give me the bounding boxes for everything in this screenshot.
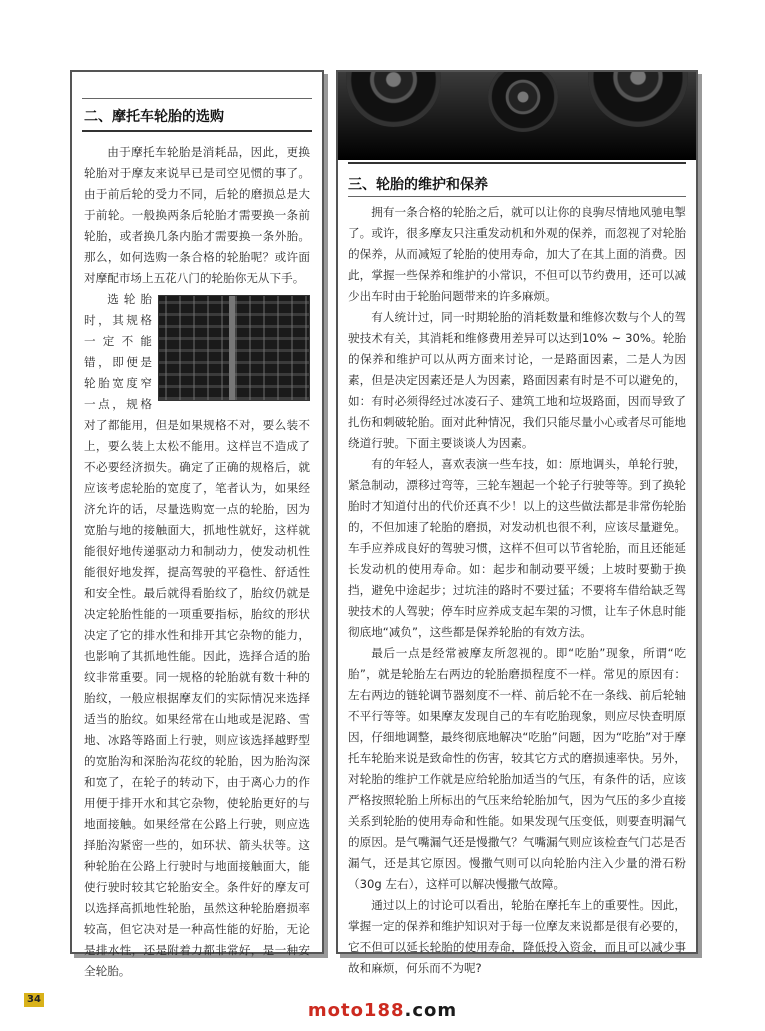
paragraph: 通过以上的讨论可以看出，轮胎在摩托车上的重要性。因此，掌握一定的保养和维护知识对于每一位摩友来说都是很有必要的，它不但可以延长轮胎的使用寿命，降低投入资金，而且可以减少事故和麻烦，何乐而不为呢? [348, 898, 686, 975]
page-number: 34 [24, 993, 44, 1007]
wheel-shape [488, 72, 558, 132]
heading-top-rule [348, 162, 686, 164]
left-body-text [84, 142, 310, 982]
wheel-shape [346, 72, 441, 127]
heading-bottom-rule [348, 196, 686, 197]
heading-bottom-rule [82, 130, 312, 132]
paragraph: 由于摩托车轮胎是消耗品，因此，更换轮胎对于摩友来说早已是司空见惯的事了。由于前后轮的受力不同，后轮的磨损总是大于前轮。一般换两条后轮胎才需要换一条前轮胎，或者换几条内胎才需要换一条外胎。那么，如何选购一条合格的轮胎呢？或许面对摩配市场上五花八门的轮胎你无从下手。 [84, 145, 310, 285]
paragraph: 有的年轻人，喜欢表演一些车技，如：原地调头，单轮行驶，紧急制动，漂移过弯等，三轮车翘起一个轮子行驶等等。到了换轮胎时才知道付出的代价还真不少！以上的这些做法都是非常伤轮胎的，不但加速了轮胎的磨损，对发动机也很不利，应该尽量避免。车手应养成良好的驾驶习惯，这样不但可以节省轮胎，而且还能延长发动机的使用寿命。如：起步和制动要平缓；上坡时要勤于换挡，避免中途起步；过坑洼的路时不要过猛；不要将车借给缺乏驾驶技术的人驾驶；停车时应养成支起车架的习惯，让车子休息时能彻底地“减负”，这些都是保养轮胎的有效方法。 [348, 457, 686, 639]
site-url[interactable] [0, 1000, 765, 1021]
right-article-box [336, 70, 698, 975]
section-heading-tire-purchase: 二、摩托车轮胎的选购 [84, 109, 224, 125]
site-name: moto188 [307, 1000, 405, 1021]
paragraph: 最后一点是经常被摩友所忽视的。即“吃胎”现象，所谓“吃胎”，就是轮胎左右两边的轮胎磨损程度不一样。常见的原因有：左右两边的链轮调节器刻度不一样、前后轮不在一条线、前后轮轴不平行等等。如果摩友发现自己的车有吃胎现象，则应尽快查明原因，仔细地调整，最终彻底地解决“吃胎”问题，因为“吃胎”对于摩托车轮胎来说是致命性的伤害，较其它方式的磨损速率快。另外，对轮胎的维护工作就是应给轮胎加适当的气压，有条件的话，应该严格按照轮胎上所标出的气压来给轮胎加气，因为气压的多少直接关系到轮胎的使用寿命和性能。如果发现气压变低，则要查明漏气的原因。是气嘴漏气还是慢撒气？气嘴漏气则应该检查气门芯是否漏气，还是其它原因。慢撒气则可以向轮胎内注入少量的滑石粉（30g 左右），这样可以解决慢撒气故障。 [348, 646, 686, 891]
left-article-box [70, 70, 324, 978]
right-body-text [348, 202, 686, 979]
paragraph: 拥有一条合格的轮胎之后，就可以让你的良驹尽情地风驰电掣了。或许，很多摩友只注重发动机和外观的保养，而忽视了对轮胎的保养，从而减短了轮胎的使用寿命，加大了在其上面的消费。因此，掌握一些保养和维护的小常识，不但可以节约费用，还可以减少出车时由于轮胎问题带来的许多麻烦。 [348, 205, 686, 303]
paragraph: 有人统计过，同一时期轮胎的消耗数量和维修次数与个人的驾驶技术有关，其消耗和维修费用差异可以达到10% ~ 30%。轮胎的保养和维护可以从两方面来讨论，一是路面因素，二是人为因素，但是决定因素还是人为因素，路面因素有时是不可以避免的，如：有时必须得经过冰凌石子、建筑工地和垃圾路面，因而导致了扎伤和刺破轮胎。面对此种情况，我们只能尽量小心或者尽可能地绕道行驶。下面主要谈谈人为因素。 [348, 310, 686, 450]
heading-top-rule [82, 98, 312, 99]
wheel-shape [588, 72, 688, 127]
site-tld: .com [404, 1000, 458, 1021]
tire-tread-photo [158, 295, 310, 401]
section-heading-tire-maintenance: 三、轮胎的维护和保养 [348, 177, 488, 193]
paragraph: 选轮胎时，其规格一定不能错，即便是轮胎宽度窄一点，规格对了都能用，但是如果规格不对，要么装不上，要么装上太松不能用。这样岂不造成了不必要经济损失。确定了正确的规格后，就应该考虑轮胎的宽度了，笔者认为，如果经济允许的话，尽量选购宽一点的轮胎，因为宽胎与地的接触面大，抓地性就好，这样就能很好地传递驱动力和制动力，使发动机性能很好地发挥，提高驾驶的平稳性、舒适性和安全性。最后就得看胎纹了，胎纹仍就是决定轮胎性能的一项重要指标，胎纹的形状决定了它的排水性和排开其它杂物的能力，也影响了其抓地性能。因此，选择合适的胎纹非常重要。同一规格的轮胎就有数十种的胎纹，一般应根据摩友们的实际情况来选择适当的胎纹。如果经常在山地或是泥路、雪地、冰路等路面上行驶，则应该选择越野型的宽胎沟和深胎沟花纹的轮胎，因为胎沟深和宽了，在轮子的转动下，由于离心力的作用便于排开水和其它杂物，使轮胎更好的与地面接触。如果经常在公路上行驶，则应选择胎沟紧密一些的，如环状、箭头状等。这种轮胎在公路上行驶时与地面接触面大，能使行驶时较其它轮胎安全。条件好的摩友可以选择高抓地性轮胎，虽然这种轮胎磨损率较高，但它决对是一种高性能的好胎，无论是排水性，还是附着力都非常好，是一种安全轮胎。 [84, 292, 310, 978]
motorcycle-photo [338, 72, 696, 160]
